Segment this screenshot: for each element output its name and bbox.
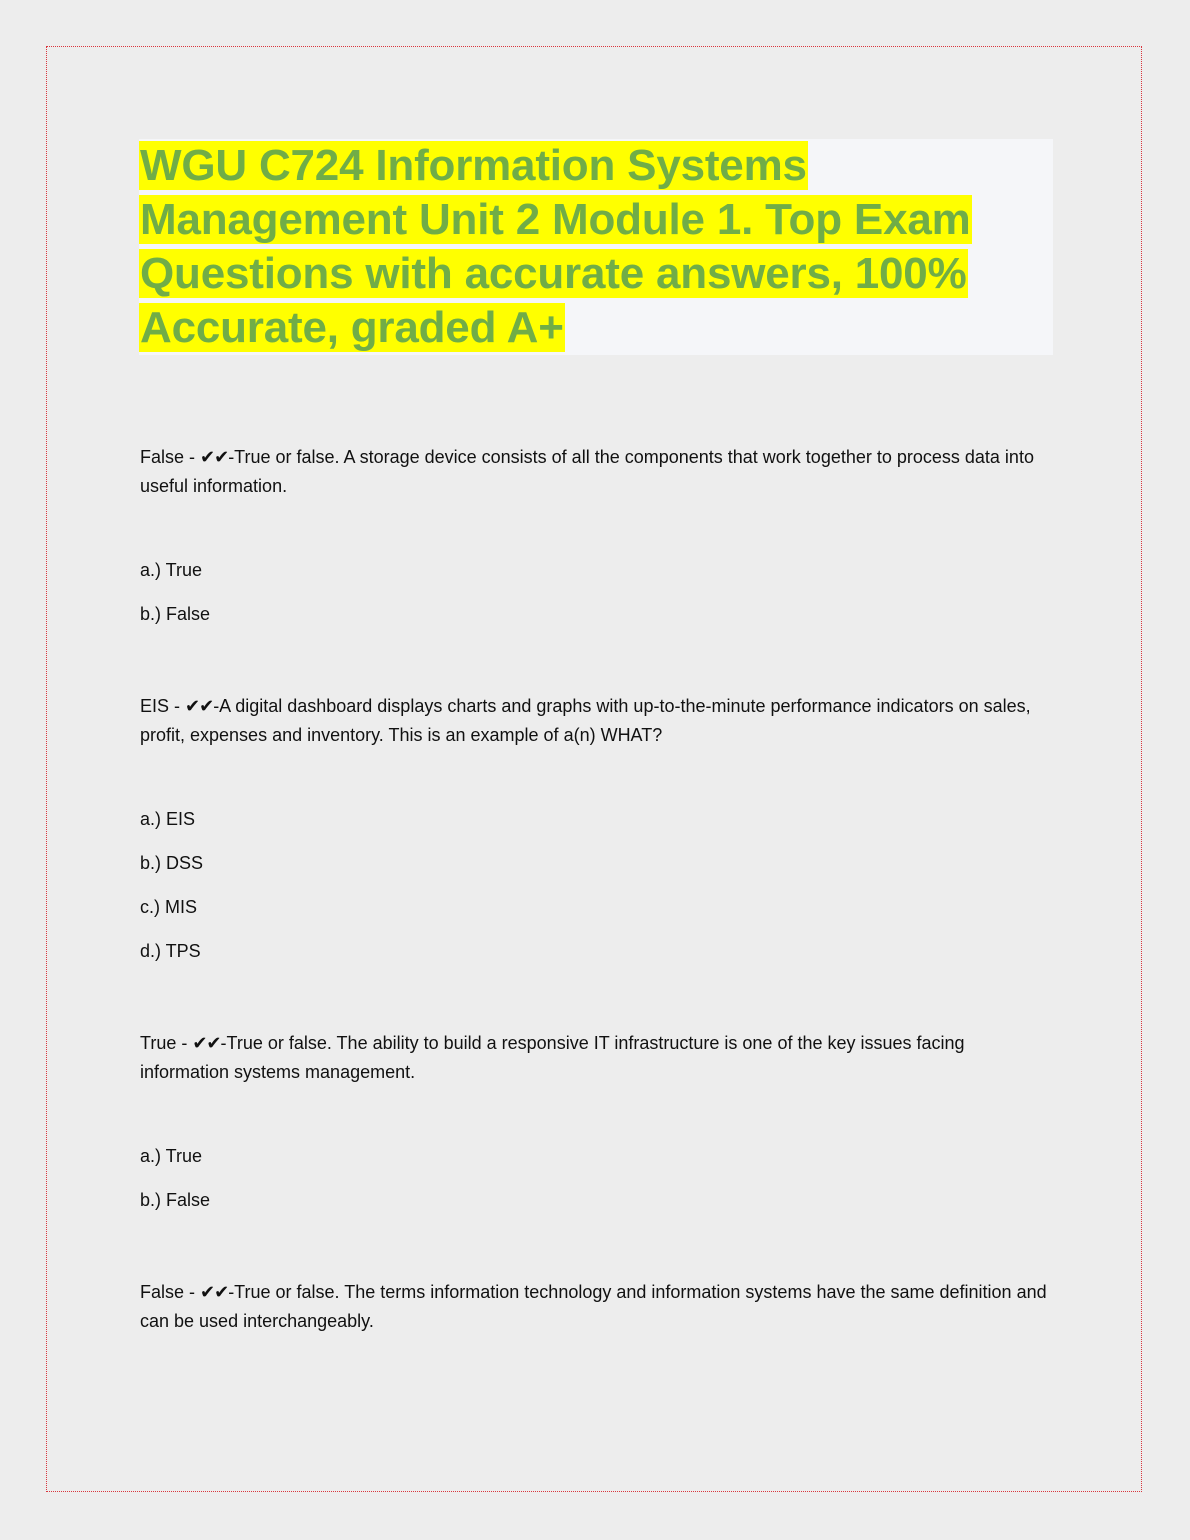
check-icon: ✔✔ [192, 1033, 221, 1054]
question-answer: False [140, 1282, 185, 1302]
option-list [140, 1144, 1050, 1232]
question-answer: False [140, 447, 185, 467]
answer-option: b.) DSS [140, 853, 204, 873]
document-title [139, 139, 1053, 355]
question-prompt: -True or false. The terms information technology and information systems have the same definition and can be used interchangeably. [140, 1282, 1047, 1331]
question-list [140, 443, 1050, 1335]
title-line: Management Unit 2 Module 1. Top Exam [140, 195, 971, 244]
answer-option: b.) False [140, 1190, 211, 1210]
answer-option: c.) MIS [140, 897, 197, 917]
answer-option: d.) TPS [140, 941, 201, 961]
option-list [140, 558, 1050, 646]
answer-option: b.) False [140, 604, 211, 624]
question-answer: EIS [140, 696, 170, 716]
question-prompt: -True or false. The ability to build a responsive IT infrastructure is one of the key issues facing information systems management. [140, 1033, 965, 1082]
check-icon: ✔✔ [185, 696, 214, 717]
question-answer: True [140, 1033, 177, 1053]
question-text: True - ✔✔-True or false. The ability to build a responsive IT infrastructure is one of the key issues facing information systems management. [140, 1033, 965, 1082]
question-item [140, 1029, 1050, 1086]
title-block [139, 139, 1053, 355]
title-line: Accurate, graded A+ [140, 303, 564, 352]
question-text: False - ✔✔-True or false. The terms information technology and information systems have the same definition and can be used interchangeably. [140, 1282, 1047, 1331]
title-line: Questions with accurate answers, 100% [140, 249, 967, 298]
answer-option: a.) True [140, 560, 203, 580]
question-text: EIS - ✔✔-A digital dashboard displays charts and graphs with up-to-the-minute performance indicators on sales, profit, expenses and inventory. This is an example of a(n) WHAT? [140, 696, 1031, 745]
check-icon: ✔✔ [200, 447, 229, 468]
check-icon: ✔✔ [200, 1282, 229, 1303]
question-item [140, 443, 1050, 500]
answer-option: a.) EIS [140, 809, 196, 829]
title-line: WGU C724 Information Systems [140, 141, 807, 190]
option-list [140, 807, 1050, 983]
question-prompt: -A digital dashboard displays charts and graphs with up-to-the-minute performance indicators on sales, profit, expenses and inventory. This is an example of a(n) WHAT? [140, 696, 1031, 745]
question-item [140, 692, 1050, 749]
question-item [140, 1278, 1050, 1335]
question-prompt: -True or false. A storage device consists of all the components that work together to process data into useful information. [140, 447, 1034, 496]
question-text: False - ✔✔-True or false. A storage device consists of all the components that work together to process data into useful information. [140, 447, 1034, 496]
answer-option: a.) True [140, 1146, 203, 1166]
